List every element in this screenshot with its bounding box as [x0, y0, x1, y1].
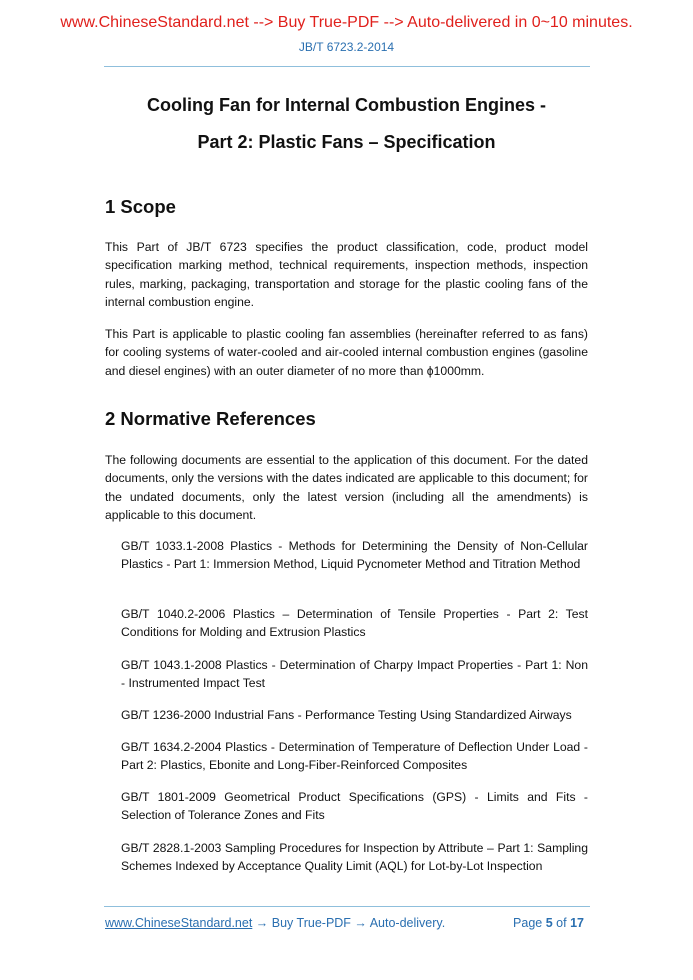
document-title-line2: Part 2: Plastic Fans – Specification: [197, 132, 496, 152]
document-title-line1: Cooling Fan for Internal Combustion Engines -: [147, 95, 546, 115]
standard-number: JB/T 6723.2-2014: [298, 40, 395, 54]
footer-promo: [105, 916, 445, 930]
reference-item: GB/T 2828.1-2003 Sampling Procedures for Inspection by Attribute – Part 1: Sampling Schemes Indexed by Acceptance Quality Limit (AQL) for Lot-by-Lot Inspection: [121, 841, 588, 874]
reference-item: GB/T 1033.1-2008 Plastics - Methods for Determining the Density of Non-Cellular Plastics - Part 1: Immersion Method, Liquid Pycnometer Method and Titration Method: [121, 539, 588, 572]
reference-item: GB/T 1040.2-2006 Plastics – Determination of Tensile Properties - Part 2: Test Conditions for Molding and Extrusion Plastics: [121, 607, 588, 640]
current-page: 5: [545, 916, 553, 930]
reference-item: GB/T 1236-2000 Industrial Fans - Performance Testing Using Standardized Airways: [121, 708, 572, 722]
total-pages: 17: [570, 916, 584, 930]
section-heading-scope: 1 Scope: [105, 196, 176, 217]
page-label: Page: [513, 916, 543, 930]
references-intro: The following documents are essential to the application of this document. For the dated documents, only the versions with the dates indicated are applicable to this document; for the undated documents, only the latest version (including all the amendments) is applicable to this document.: [105, 453, 588, 522]
of-label: of: [556, 916, 567, 930]
promo-banner: www.ChineseStandard.net --> Buy True-PDF --> Auto-delivered in 0~10 minutes.: [60, 14, 633, 31]
section-heading-normative-references: 2 Normative References: [105, 408, 316, 429]
footer: [105, 916, 588, 930]
reference-item: GB/T 1043.1-2008 Plastics - Determination of Charpy Impact Properties - Part 1: Non - Instrumented Impact Test: [121, 658, 588, 691]
page-indicator: [513, 916, 584, 930]
scope-paragraph-1: This Part of JB/T 6723 specifies the product classification, code, product model specification marking method, technical requirements, inspection methods, inspection rules, marking, packaging, transportation and storage for the plastic cooling fans of the internal combustion engine.: [105, 240, 588, 309]
scope-paragraph-2: This Part is applicable to plastic cooling fan assemblies (hereinafter referred to as fans) for cooling systems of water-cooled and air-cooled internal combustion engines (gasoline and diesel engines) with an outer diameter of no more than ϕ1000mm.: [105, 327, 588, 378]
reference-item: GB/T 1634.2-2004 Plastics - Determination of Temperature of Deflection Under Load - Part 2: Plastics, Ebonite and Long-Fiber-Reinforced Composites: [121, 740, 588, 773]
footer-link[interactable]: www.ChineseStandard.net: [105, 916, 253, 930]
footer-divider: [104, 906, 590, 907]
reference-item: GB/T 1801-2009 Geometrical Product Specifications (GPS) - Limits and Fits - Selection of Tolerance Zones and Fits: [121, 790, 588, 823]
footer-promo-text: → Buy True-PDF → Auto-delivery.: [252, 916, 446, 930]
header-divider: [104, 66, 590, 67]
